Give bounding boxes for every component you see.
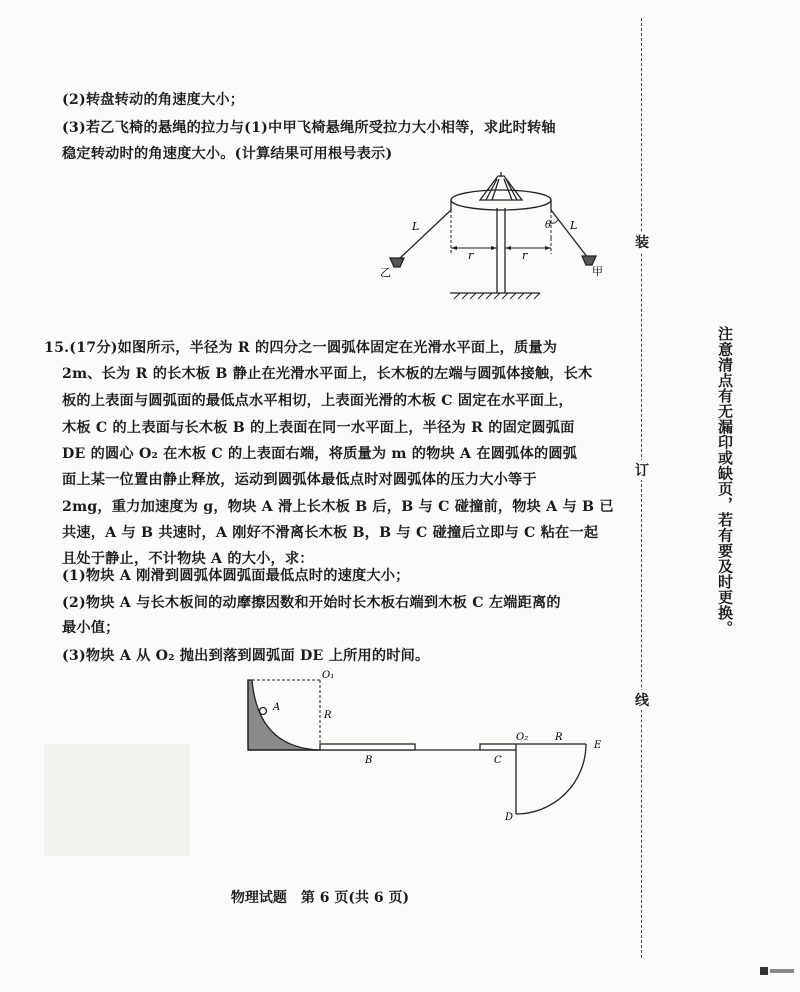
swing-ride-diagram [380,168,620,303]
q15-line: 板的上表面与圆弧面的最低点水平相切，上表面光滑的木板 C 固定在水平面上， [62,393,573,409]
q15-sub2-line1: (2)物块 A 与长木板间的动摩擦因数和开始时长木板右端到木板 C 左端距离的 [62,595,561,611]
label-L-left: L [412,220,420,233]
margin-zhuang: 装 [632,232,652,252]
label-B: B [365,755,373,766]
label-L-right: L [570,219,578,232]
margin-xian: 线 [632,690,652,710]
label-r-right: r [522,249,528,262]
q15-sub3: (3)物块 A 从 O₂ 抛出到落到圆弧面 DE 上所用的时间。 [62,648,430,664]
margin-ding: 订 [632,460,652,480]
q15-line: DE 的圆心 O₂ 在木板 C 的上表面右端，将质量为 m 的物块 A 在圆弧体的圆弧 [62,446,578,462]
label-E: E [594,740,602,751]
q15-line: 木板 C 的上表面与长木板 B 的上表面在同一水平面上，半径为 R 的固定圆弧面 [62,420,575,436]
q15-line: 15.(17分)如图所示，半径为 R 的四分之一圆弧体固定在光滑水平面上，质量为 [44,340,558,356]
label-O2: O₂ [516,732,529,743]
publisher-logo-icon [760,966,794,978]
label-seat-yi: 乙 [380,266,391,279]
label-O1: O₁ [322,670,335,681]
q15-sub2-line2: 最小值； [62,620,120,636]
q15-line: 且处于静止，不计物块 A 的大小，求： [62,551,314,567]
label-r-left: r [468,249,474,262]
q15-line: 2mg，重力加速度为 g，物块 A 滑上长木板 B 后，B 与 C 碰撞前，物块 A 与 B 已 [62,499,614,515]
q14-part3-line2: 稳定转动时的角速度大小。(计算结果可用根号表示) [62,146,393,162]
label-theta: θ [545,220,552,231]
q15-line: 共速，A 与 B 共速时，A 刚好不滑离长木板 B，B 与 C 碰撞后立即与 C 粘在一起 [62,525,599,541]
arc-board-diagram [230,670,620,830]
label-seat-jia: 甲 [592,265,603,278]
q15-line: 2m、长为 R 的长木板 B 静止在光滑水平面上，长木板的左端与圆弧体接触，长木 [62,366,593,382]
page-footer: 物理试题 第 6 页(共 6 页) [230,890,410,906]
q14-part3-line1: (3)若乙飞椅的悬绳的拉力与(1)中甲飞椅悬绳所受拉力大小相等，求此时转轴 [62,120,556,136]
binding-cut-line [641,18,642,958]
label-R-vertical: R [324,710,332,721]
q14-part2: (2)转盘转动的角速度大小； [62,92,245,108]
label-A: A [273,702,281,713]
scan-smudge [44,744,190,856]
q15-line: 面上某一位置由静止释放，运动到圆弧体最低点时对圆弧体的压力大小等于 [62,472,537,488]
label-R-horizontal: R [555,732,563,743]
margin-notice: 注意清点有无漏印或缺页，若有要及时更换。 [716,326,734,636]
label-D: D [505,812,514,823]
q15-sub1: (1)物块 A 刚滑到圆弧体圆弧面最低点时的速度大小； [62,568,410,584]
label-C: C [494,755,502,766]
